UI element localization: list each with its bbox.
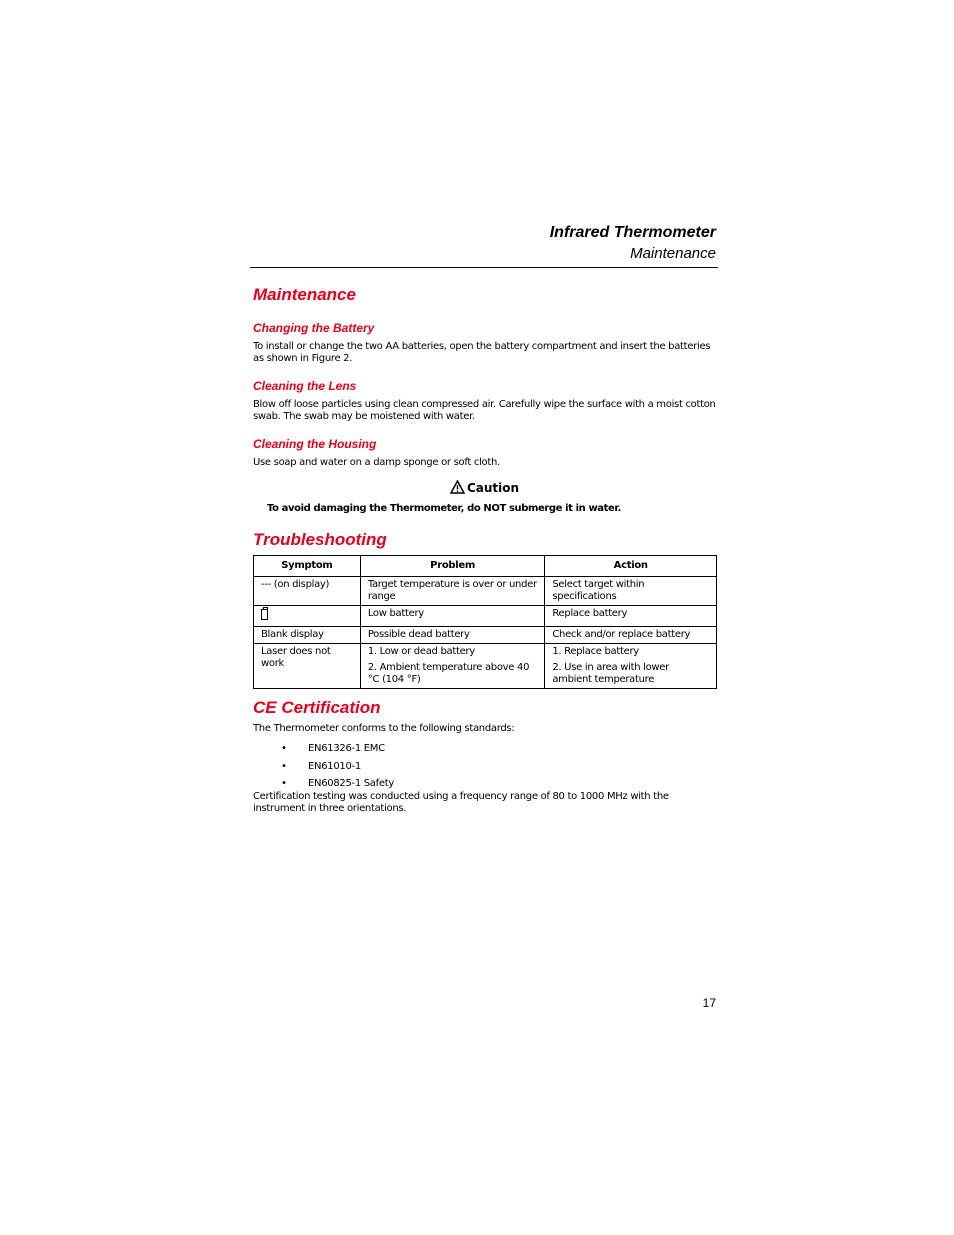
header-rule [250,267,718,268]
ce-footer-text: Certification testing was conducted using a frequency range of 80 to 1000 MHz with the instrument in three orientations. [253,791,669,814]
symptom-cell: --- (on display) [254,577,361,606]
action-cell [545,644,717,689]
page-number: 17 [702,996,716,1010]
bullet-icon: • [281,778,287,789]
action-cell: Replace battery [545,606,717,627]
problem-line-2: 2. Ambient temperature above 40 °C (104 °F) [367,662,530,685]
table-row [254,644,717,689]
battery-icon [261,609,268,620]
column-header-problem: Problem [360,556,545,577]
header-subtitle: Maintenance [630,245,716,262]
caution-heading [253,480,716,495]
problem-cell: Target temperature is over or under range [360,577,545,606]
column-header-action: Action [545,556,717,577]
table-row [254,606,717,627]
page-content [253,284,716,815]
list-item: • EN60825-1 Safety [281,778,394,789]
bullet-icon: • [281,761,287,772]
caution-label: Caution [466,481,520,495]
standards-list [253,743,716,790]
ce-intro-text: The Thermometer conforms to the following standards: [253,723,515,734]
column-header-symptom: Symptom [254,556,361,577]
cleaning-housing-text: Use soap and water on a damp sponge or soft cloth. [253,457,500,468]
action-line-1: 1. Replace battery [552,646,639,657]
symptom-cell [254,606,361,627]
cleaning-lens-heading: Cleaning the Lens [253,379,357,393]
changing-battery-heading: Changing the Battery [253,321,375,335]
symptom-cell: Laser does not work [254,644,361,689]
ce-certification-heading: CE Certification [253,698,381,717]
problem-cell: Low battery [360,606,545,627]
table-row [254,577,717,606]
maintenance-heading: Maintenance [253,285,356,304]
bullet-icon: • [281,743,287,754]
problem-line-1: 1. Low or dead battery [367,646,475,657]
troubleshooting-table [253,555,717,689]
warning-triangle-icon [450,480,465,494]
symptom-cell: Blank display [254,627,361,644]
list-item: • EN61326-1 EMC [281,743,385,754]
caution-text: To avoid damaging the Thermometer, do NOT submerge it in water. [267,503,621,514]
header-title: Infrared Thermometer [549,224,716,241]
problem-cell [360,644,545,689]
running-header [250,222,716,263]
cleaning-housing-heading: Cleaning the Housing [253,437,377,451]
troubleshooting-heading: Troubleshooting [253,530,387,549]
action-line-2: 2. Use in area with lower ambient temperature [552,662,669,685]
problem-cell: Possible dead battery [360,627,545,644]
changing-battery-text: To install or change the two AA batteries, open the battery compartment and insert the batteries as shown in Figure 2. [253,341,711,364]
action-cell: Check and/or replace battery [545,627,717,644]
action-cell: Select target within specifications [545,577,717,606]
list-item: • EN61010-1 [281,761,361,772]
table-header-row [254,556,717,577]
table-row [254,627,717,644]
cleaning-lens-text: Blow off loose particles using clean compressed air. Carefully wipe the surface with a moist cotton swab. The swab may be moistened with water. [253,399,716,422]
